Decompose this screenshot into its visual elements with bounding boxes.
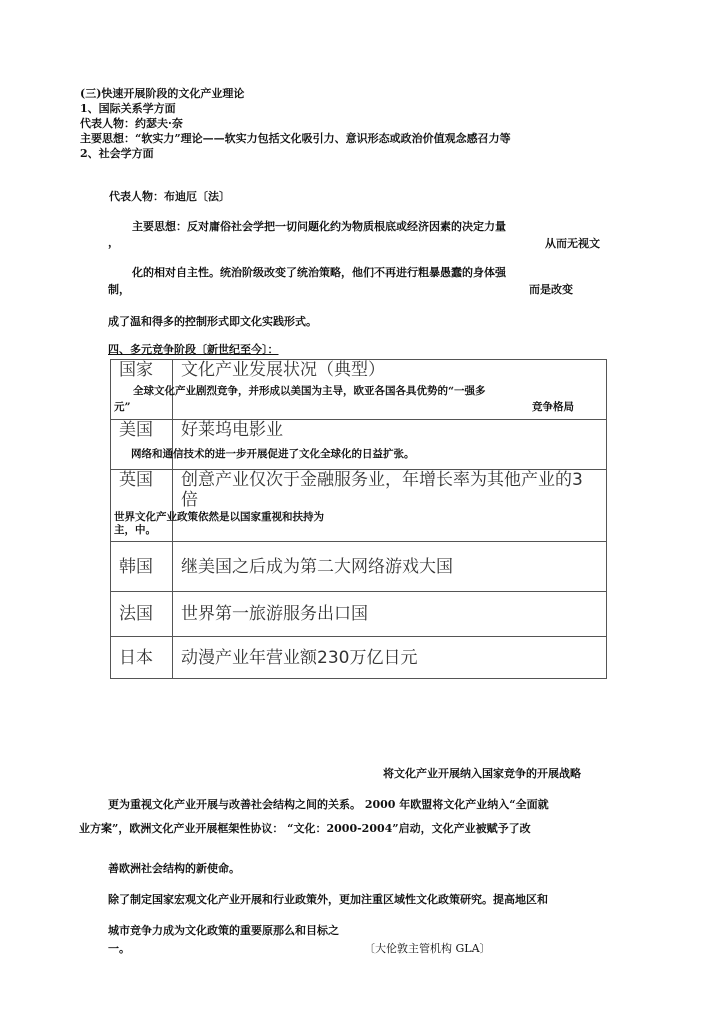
table-row bbox=[111, 592, 607, 637]
heading-3: (三)快速开展阶段的文化产业理论 bbox=[80, 87, 245, 100]
status-cell: 世界第一旅游服务出口国 bbox=[173, 592, 607, 637]
table-header-cell: 文化产业发展状况（典型） bbox=[173, 360, 607, 420]
source-note: 〔大伦敦主管机构 GLA〕 bbox=[364, 942, 491, 955]
text-line: 化的相对自主性。统治阶级改变了统治策略，他们不再进行粗暴愚蠢的身体强 bbox=[132, 266, 506, 279]
overlay-text: 主，中。 bbox=[114, 524, 156, 536]
text-line: 制， bbox=[108, 283, 130, 296]
status-cell: 动漫产业年营业额230万亿日元 bbox=[173, 637, 607, 679]
text-line: 主要思想：反对庸俗社会学把一切问题化约为物质根底或经济因素的决定力量 bbox=[132, 220, 506, 233]
status-cell: 创意产业仅次于金融服务业，年增长率为其他产业的3倍 bbox=[173, 470, 607, 542]
status-cell: 好莱坞电影业 bbox=[173, 420, 607, 470]
country-cell: 法国 bbox=[111, 592, 173, 637]
overlay-text: 竞争格局 bbox=[532, 401, 574, 413]
table-row bbox=[111, 637, 607, 679]
text-line: 主要思想：“软实力”理论——软实力包括文化吸引力、意识形态或政治价值观念感召力等 bbox=[80, 132, 511, 145]
country-cell: 美国 bbox=[111, 420, 173, 470]
text-line: 代表人物：约瑟夫·奈 bbox=[80, 117, 183, 130]
subheading-1: 1、国际关系学方面 bbox=[80, 102, 176, 115]
text-line: 除了制定国家宏观文化产业开展和行业政策外，更加注重区域性文化政策研究。提高地区和 bbox=[108, 893, 548, 906]
country-cell: 日本 bbox=[111, 637, 173, 679]
table-row bbox=[111, 420, 607, 470]
text-line: 代表人物：布迪厄〔法〕 bbox=[109, 190, 230, 203]
table-header-cell: 国家 bbox=[111, 360, 173, 420]
status-cell: 继美国之后成为第二大网络游戏大国 bbox=[173, 542, 607, 592]
table-row bbox=[111, 470, 607, 542]
text-line: 从而无视文 bbox=[545, 237, 600, 250]
section-heading: 四、多元竞争阶段〔新世纪至今〕： bbox=[108, 343, 279, 356]
overlay-text: 世界文化产业政策依然是以国家重视和扶持为 bbox=[114, 511, 324, 523]
overlay-text: 全球文化产业剧烈竞争，并形成以美国为主导，欧亚各国各具优势的“一强多 bbox=[133, 385, 486, 397]
text-line: 而是改变 bbox=[529, 283, 573, 296]
subheading-2: 2、社会学方面 bbox=[80, 147, 154, 160]
text-line: 成了温和得多的控制形式即文化实践形式。 bbox=[108, 315, 317, 328]
text-line: 一。 bbox=[108, 942, 130, 955]
text-line: 更为重视文化产业开展与改善社会结构之间的关系。 2000 年欧盟将文化产业纳入“全面就 bbox=[108, 798, 549, 811]
overlay-text: 网络和通信技术的进一步开展促进了文化全球化的日益扩张。 bbox=[131, 448, 415, 460]
country-cell: 英国 bbox=[111, 470, 173, 542]
text-line: ， bbox=[108, 236, 119, 249]
text-line: 将文化产业开展纳入国家竞争的开展战略 bbox=[383, 767, 581, 780]
country-cell: 韩国 bbox=[111, 542, 173, 592]
text-line: 业方案”，欧洲文化产业开展框架性协议： “文化：2000-2004”启动，文化产业被赋予了改 bbox=[79, 822, 531, 835]
text-line: 善欧洲社会结构的新使命。 bbox=[108, 862, 240, 875]
table-row bbox=[111, 542, 607, 592]
overlay-text: 元” bbox=[114, 401, 131, 413]
text-line: 城市竞争力成为文化政策的重要原那么和目标之 bbox=[108, 924, 339, 937]
